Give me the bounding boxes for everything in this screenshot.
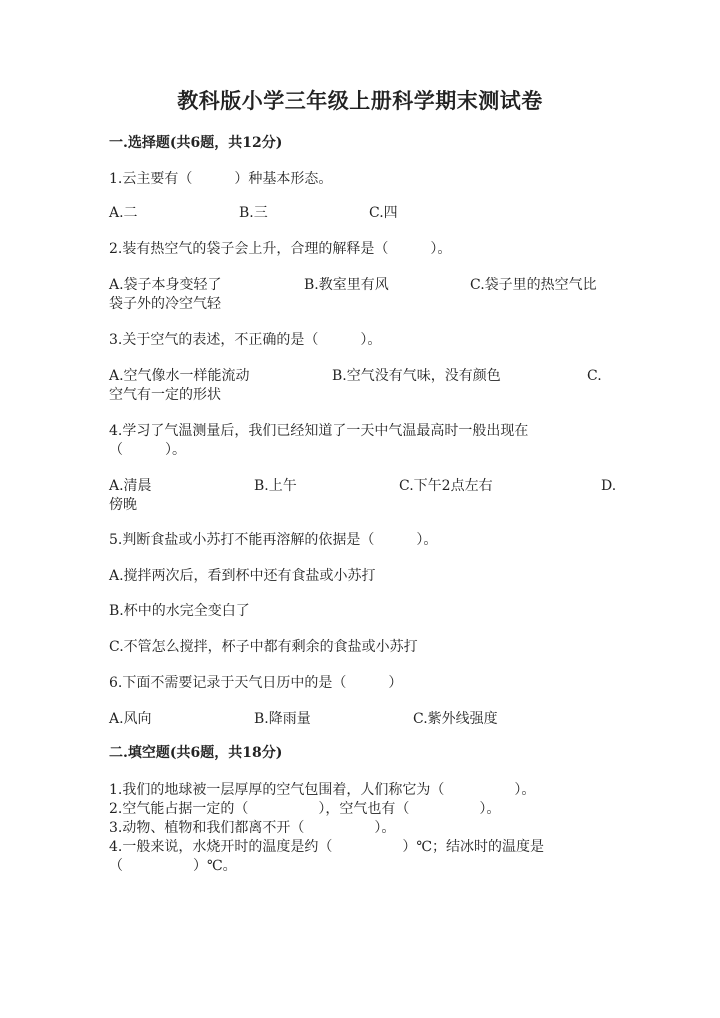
question-4-option-a: A.清晨 bbox=[109, 478, 152, 494]
question-1-stem: 1.云主要有（ ）种基本形态。 bbox=[109, 171, 333, 187]
question-4-option-c: C.下午2点左右 bbox=[399, 478, 493, 494]
question-4-option-b: B.上午 bbox=[254, 478, 297, 494]
section-heading-fill-in: 二.填空题(共6题，共18分) bbox=[109, 745, 283, 761]
question-1-option-b: B.三 bbox=[239, 205, 268, 221]
question-5-option-a: A.搅拌两次后，看到杯中还有食盐或小苏打 bbox=[109, 568, 376, 584]
question-4-stem: 4.学习了气温测量后，我们已经知道了一天中气温最高时一般出现在 bbox=[109, 423, 529, 439]
question-5-stem: 5.判断食盐或小苏打不能再溶解的依据是（ ）。 bbox=[109, 532, 438, 548]
question-3-stem: 3.关于空气的表述，不正确的是（ ）。 bbox=[109, 332, 382, 348]
question-6-stem: 6.下面不需要记录于天气日历中的是（ ） bbox=[109, 675, 403, 691]
question-5-option-c: C.不管怎么搅拌，杯子中都有剩余的食盐或小苏打 bbox=[109, 639, 418, 655]
question-2-option-b: B.教室里有风 bbox=[304, 277, 389, 293]
fill-question-2: 2.空气能占据一定的（ ），空气也有（ ）。 bbox=[109, 801, 501, 817]
question-2-option-c: C.袋子里的热空气比 bbox=[470, 277, 597, 293]
question-6-option-a: A.风向 bbox=[109, 711, 152, 727]
question-4-option-d-continued: 傍晚 bbox=[109, 497, 137, 513]
section-heading-choice: 一.选择题(共6题，共12分) bbox=[109, 135, 283, 151]
question-2-stem: 2.装有热空气的袋子会上升，合理的解释是（ ）。 bbox=[109, 241, 452, 257]
question-1-option-a: A.二 bbox=[109, 205, 138, 221]
question-4-option-d: D. bbox=[601, 478, 617, 494]
question-2-option-a: A.袋子本身变轻了 bbox=[109, 277, 222, 293]
question-3-option-b: B.空气没有气味，没有颜色 bbox=[332, 368, 501, 384]
question-6-option-c: C.紫外线强度 bbox=[413, 711, 498, 727]
fill-question-4: 4.一般来说，水烧开时的温度是约（ ）℃；结冰时的温度是 bbox=[109, 839, 545, 855]
page-title: 教科版小学三年级上册科学期末测试卷 bbox=[177, 88, 543, 113]
question-3-option-c: C. bbox=[587, 368, 602, 384]
question-6-option-b: B.降雨量 bbox=[254, 711, 311, 727]
question-2-option-c-continued: 袋子外的冷空气轻 bbox=[109, 296, 221, 312]
fill-question-1: 1.我们的地球被一层厚厚的空气包围着，人们称它为（ ）。 bbox=[109, 782, 536, 798]
question-3-option-c-continued: 空气有一定的形状 bbox=[109, 387, 221, 403]
question-5-option-b: B.杯中的水完全变白了 bbox=[109, 603, 250, 619]
question-3-option-a: A.空气像水一样能流动 bbox=[109, 368, 250, 384]
fill-question-4-continued: （ ）℃。 bbox=[109, 858, 237, 874]
question-4-stem-continued: （ ）。 bbox=[109, 442, 186, 458]
fill-question-3: 3.动物、植物和我们都离不开（ ）。 bbox=[109, 820, 396, 836]
question-1-option-c: C.四 bbox=[369, 205, 398, 221]
